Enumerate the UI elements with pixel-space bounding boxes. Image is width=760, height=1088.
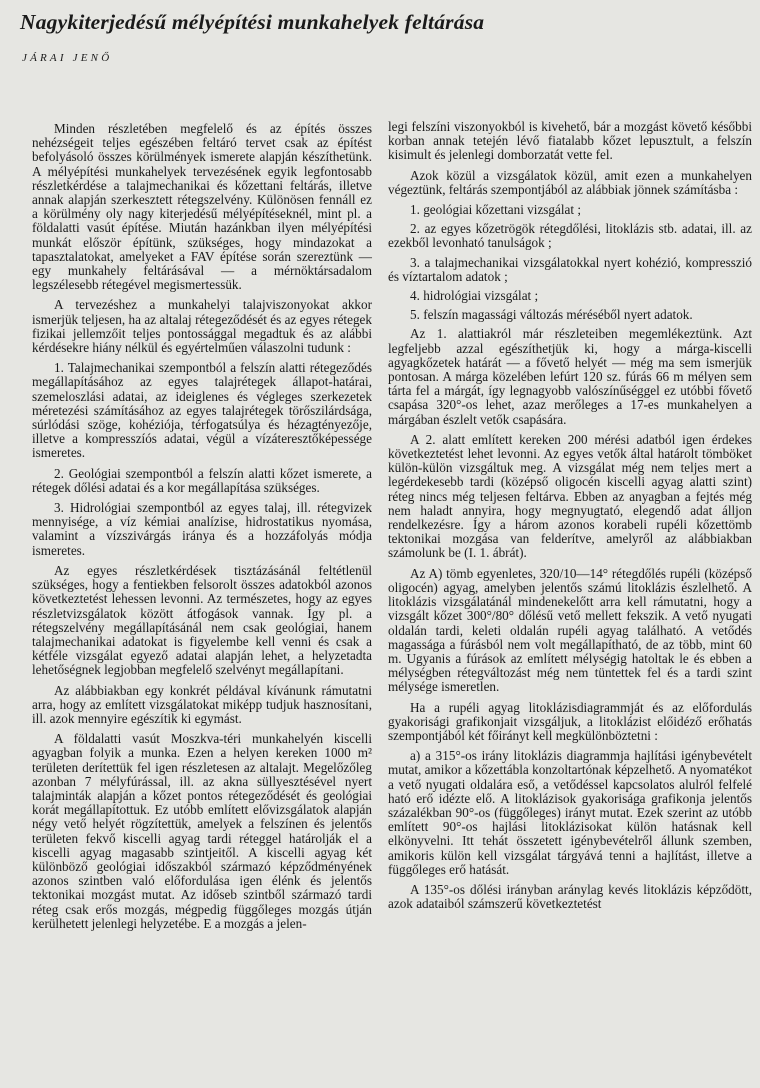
paragraph: Az A) tömb egyenletes, 320/10—14° rétegdőlés rupéli (középső oligocén) agyag, amelyben jelentős számú litoklázis észlelhető. A litoklázis vizsgálatánál mindenekelőtt arra kell rámutatni, hogy a vizsgált kőzet 300°/80° dőlésű vető mellett fekszik. A vető nyugati oldalán tardi, keleti oldalán rupéli agyag található. A vetődés magassága a fúrásból nem volt megállapítható, de az több, mint 60 m. Ugyanis a fúrások az említett mélységig hatoltak le és ebben a mélységben rétegváltozást még nem tüntettek fel és a tardi szint mélysége ismeretlen.: [388, 565, 752, 695]
list-item: 3. a talajmechanikai vizsgálatokkal nyert kohézió, kompresszió és víztartalom adatok ;: [388, 254, 752, 284]
paragraph: 2. Geológiai szempontból a felszín alatti kőzet ismerete, a rétegek dőlési adatai és a kor megállapítása szükséges.: [32, 465, 372, 495]
paragraph: 3. Hidrológiai szempontból az egyes talaj, ill. rétegvizek mennyisége, a víz kémiai analízise, hidrostatikus nyomása, valamint a vízszivárgás iránya és a hozzáfolyás módja ismeretes.: [32, 500, 372, 558]
paragraph: 1. Talajmechanikai szempontból a felszín alatti rétegeződés megállapításához az egyes talajrétegek állapot-határai, szemeloszlási adatai, az ideiglenes és végleges szerkezetek méretezési számításához az egyes talajrétegek törőszilárdsága, súrlódási szöge, kohéziója, térfogatsúlya és hézagtényezője, illetve a kompresszíós adatai, végül a vízáteresztőképessége ismeretes.: [32, 360, 372, 461]
list-item: 2. az egyes kőzetrögök rétegdőlési, litoklázis stb. adatai, ill. az ezekből levonható tanulságok ;: [388, 221, 752, 251]
paragraph: a) a 315°-os irány litoklázis diagrammja hajlítási igénybevételt mutat, amikor a kőzettábla konzoltartónak képzelhető. A nyomatékot a vető nyugati oldalára eső, a vetődéssel kapcsolatos alulról felfelé ható erő idézte elő. A litoklázisok gyakorisága grafikonja jelentős százalékban 90°-os (függőleges) irányt mutat. Ezek szerint az utóbb említett 90°-os hajlási litoklázisokat külön hatásnak kell elkönyvelni. Itt tehát összetett igénybevételről állunk szemben, amikoris külön kell vizsgálat tárgyává tenni a hajlítást, illetve a függőleges erő hatását.: [388, 748, 752, 877]
paragraph: Ha a rupéli agyag litoklázisdiagrammját és az előfordulás gyakorisági grafikonjait vizsgáljuk, a litoklázist előidéző erőhatás szempontjából két főirányt kell megkülönböztetni :: [388, 699, 752, 743]
author-name: JÁRAI JENŐ: [22, 52, 113, 64]
right-column: [388, 120, 752, 917]
paragraph: A 135°-os dőlési irányban aránylag kevés litoklázis képződött, azok adataiból számszerű következtetést: [388, 881, 752, 912]
left-column: [32, 122, 372, 937]
article-title: Nagykiterjedésű mélyépítési munkahelyek feltárása: [20, 10, 485, 34]
list-item: 1. geológiai kőzettani vizsgálat ;: [410, 202, 582, 218]
list-item: 5. felszín magassági változás méréséből nyert adatok.: [410, 307, 693, 323]
paragraph: legi felszíni viszonyokból is kivehető, bár a mozgást követő későbbi korban annak tetején lévő fiatalabb kőzet lepusztult, a felszín kisimult és jelenlegi domborzatát vette fel.: [388, 119, 752, 163]
paragraph: A földalatti vasút Moszkva-téri munkahelyén kiscelli agyagban folyik a munka. Ezen a helyen kereken 1000 m² területen derítettük fel igen részletesen az altalajt. Megelőzőleg azonban 7 mélyfúrással, ill. az akna süllyesztésével nyert talajminták alapján a kőzet pontos rétegeződését és geológiai korát megállapítottuk. Ez utóbb említett elővizsgálatok alapján négy vető helyét rögzítettük, amelyek a felszínen és jelentős területen fekvő kiscelli agyag tardi réteggel határolják el a kiscelli agyag magasabb szintjeitől. A kiscelli agyag két különböző geológiai időszakból származó képződményének azonos szintben való előfordulása igen élénk és jelentős tektonikai mozgást mutat. Az időseb szintből származó tardi réteg csak erős mozgás, mégpedig függőleges mozgás útján kerülhetett jelenlegi helyzetébe. E a mozgás a jelen-: [32, 731, 372, 931]
paragraph: Minden részletében megfelelő és az építés összes nehézségeit teljes egészében feltáró tervet csak az építést befolyásoló összes körülmények ismerete alapján készíthetünk. A mélyépítési munkahelyek tervezésének egyik legfontosabb részletkérdése a talajmechanikai és kőzettani feltárás, illetve annak alapján szerkesztett rétegszelvény. Különösen fennáll ez a körülmény oly nagy kiterjedésű mélyépítéseknél, mint pl. a földalatti vasút építése. Miután hazánkban ilyen mélyépítési munkát először építünk, szükséges, hogy mindazokat a tapasztalatokat, amelyeket a FAV építése során szereztünk — egy munkahely feltárásával — a mérnöktársadalom legszélesebb rétegével megismertessük.: [32, 121, 372, 293]
paragraph: A 2. alatt említett kereken 200 mérési adatból igen érdekes következtetést lehet levonni. Az egyes vetők által határolt tömböket külön-külön vizsgáltuk meg. A vizsgálat még nem teljes mert a legérdekesebb tardi (középső oligocén kiscelli agyag alatti szint) réteg nincs még teljesen feltárva. Ebben az anyagban a fejtés még nem haladt annyira, hogy megnyugtató, elegendő adat álljon rendelkezésre. Így a három azonos korabeli rupéli kőzettömb tektonikai mozgása van felderítve, amelyről az alábbiakban számolunk be (I. 1. ábrát).: [388, 431, 752, 561]
paragraph: Az egyes részletkérdések tisztázásánál feltétlenül szükséges, hogy a fentiekben felsorolt összes adatokból azonos következtetést lehessen levonni. Az természetes, hogy az egyes részletvizsgálatok között átfogások vannak. Így pl. a rétegszelvény megállapításánál nem csak geológiai, hanem talajmechanikai adatokat is figyelembe kell venni és csak a kétféle vizsgálat egyező adatai alapján lehet, a helyzetadta lehetőségnek legjobban megfelelő szelvényt megállapítani.: [32, 562, 372, 678]
paragraph: A tervezéshez a munkahelyi talajviszonyokat akkor ismerjük teljesen, ha az altalaj rétegeződését és az egyes rétegek fizikai jellemzőit teljes pontossággal megadtuk és az alábbi kérdésekre hiány nélkül és egyértelműen válaszolni tudunk :: [32, 297, 372, 356]
paragraph: Az 1. alattiakról már részleteiben megemlékeztünk. Azt legfeljebb azzal egészíthetjük ki, hogy a márga-kiscelli agyagkőzetek határát — a fővető helyét — még ma sem ismerjük pontosan. A márga közelében lefúrt 120 sz. fúrás 66 m mélyen sem tárta fel a márgát, így legnagyobb valószínűséggel ez utóbbi fővető csapása 320°-os lehet, azaz merőleges a 17-es munkahelyen a márgában észlelt vetők csapására.: [388, 326, 752, 427]
paragraph: Azok közül a vizsgálatok közül, amit ezen a munkahelyen végeztünk, feltárás szempontjából az alábbiak jönnek számításba :: [388, 167, 752, 197]
paragraph: Az alábbiakban egy konkrét példával kívánunk rámutatni arra, hogy az említett vizsgálatokat miképp tudjuk hasznosítani, ill. azok mennyire egészítik ki egymást.: [32, 682, 372, 726]
list-item: 4. hidrológiai vizsgálat ;: [410, 288, 539, 304]
